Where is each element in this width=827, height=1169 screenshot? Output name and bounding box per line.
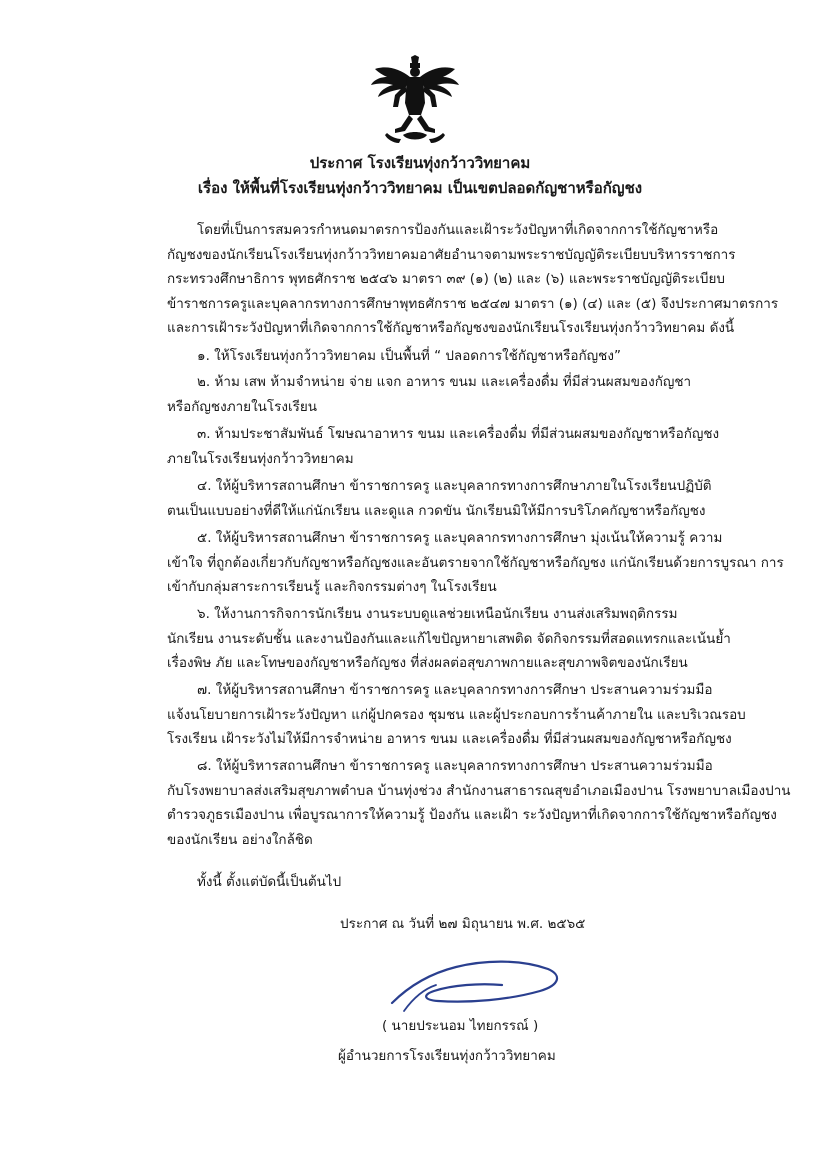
announcement-subject: เรื่อง ให้พื้นที่โรงเรียนทุ่งกว้าววิทยาคม เป็นเขตปลอดกัญชาหรือกัญชง — [197, 179, 643, 197]
measure-item-1 — [167, 344, 727, 369]
paragraph-line: ภายในโรงเรียนทุ่งกว้าววิทยาคม — [167, 450, 354, 467]
announcement-title: ประกาศ โรงเรียนทุ่งกว้าววิทยาคม — [309, 154, 531, 172]
announcement-date: ประกาศ ณ วันที่ ๒๗ มิถุนายน พ.ศ. ๒๕๖๕ — [340, 916, 586, 932]
paragraph-line: ๑. ให้โรงเรียนทุ่งกว้าววิทยาคม เป็นพื้นที่ “ ปลอดการใช้กัญชาหรือกัญชง” — [197, 348, 621, 364]
paragraph-line: ๘. ให้ผู้บริหารสถานศึกษา ข้าราชการครู และบุคลากรทางการศึกษา ประสานความร่วมมือ — [197, 758, 713, 774]
paragraph-line: และการเฝ้าระวังปัญหาที่เกิดจากการใช้กัญชาหรือกัญชงของนักเรียนโรงเรียนทุ่งกว้าววิทยาคม ดังนี้ — [167, 320, 735, 337]
paragraph-line: ๔. ให้ผู้บริหารสถานศึกษา ข้าราชการครู และบุคลากรทางการศึกษาภายในโรงเรียนปฏิบัติ — [197, 478, 712, 494]
paragraph-line: กระทรวงศึกษาธิการ พุทธศักราช ๒๕๔๖ มาตรา ๓๙ (๑) (๒) และ (๖) และพระราชบัญญัติระเบียบ — [167, 271, 725, 288]
measure-item-5 — [167, 526, 784, 600]
paragraph-line: กับโรงพยาบาลส่งเสริมสุขภาพตำบล บ้านทุ่งช่วง สำนักงานสาธารณสุขอำเภอเมืองปาน โรงพยาบาลเมืองปาน — [167, 782, 791, 799]
signer-title: ผู้อำนวยการโรงเรียนทุ่งกว้าววิทยาคม — [338, 1048, 556, 1064]
measure-item-3 — [167, 422, 727, 471]
measure-item-6 — [167, 602, 731, 676]
paragraph-line: ๓. ห้ามประชาสัมพันธ์ โฆษณาอาหาร ขนม และเครื่องดื่ม ที่มีส่วนผสมของกัญชาหรือกัญชง — [197, 426, 720, 442]
paragraph-line: ตนเป็นแบบอย่างที่ดีให้แก่นักเรียน และดูแล กวดขัน นักเรียนมิให้มีการบริโภคกัญชาหรือกัญชง — [167, 502, 706, 519]
measure-item-7 — [167, 678, 746, 752]
paragraph-line: เรื่องพิษ ภัย และโทษของกัญชาหรือกัญชง ที่ส่งผลต่อสุขภาพกายและสุขภาพจิตของนักเรียน — [167, 655, 688, 672]
paragraph-line: เข้าใจ ที่ถูกต้องเกี่ยวกับกัญชาหรือกัญชงและอันตรายจากใช้กัญชาหรือกัญชง แก่นักเรียนด้วยการบูรณา การ — [167, 554, 784, 571]
paragraph-line: เข้ากับกลุ่มสาระการเรียนรู้ และกิจกรรมต่างๆ ในโรงเรียน — [167, 579, 497, 596]
paragraph-line: โรงเรียน เฝ้าระวังไม่ให้มีการจำหน่าย อาหาร ขนม และเครื่องดื่ม ที่มีส่วนผสมของกัญชาหรือกัญชง — [167, 731, 732, 748]
paragraph-line: หรือกัญชงภายในโรงเรียน — [167, 398, 317, 415]
paragraph-line: ๗. ให้ผู้บริหารสถานศึกษา ข้าราชการครู และบุคลากรทางการศึกษา ประสานความร่วมมือ — [197, 682, 713, 698]
signer-name: ( นายประนอม ไทยกรรณ์ ) — [382, 1018, 539, 1034]
measure-item-2 — [167, 370, 727, 419]
paragraph-line: โดยที่เป็นการสมควรกำหนดมาตรการป้องกันและเฝ้าระวังปัญหาที่เกิดจากการใช้กัญชาหรือ — [197, 222, 719, 238]
closing-statement: ทั้งนี้ ตั้งแต่บัดนี้เป็นต้นไป — [197, 874, 342, 890]
paragraph-line: นักเรียน งานระดับชั้น และงานป้องกันและแก้ไขปัญหายาเสพติด จัดกิจกรรมที่สอดแทรกและเน้นย้ำ — [167, 630, 731, 647]
measure-item-8 — [167, 754, 791, 852]
paragraph-line: แจ้งนโยบายการเฝ้าระวังปัญหา แก่ผู้ปกครอง ชุมชน และผู้ประกอบการร้านค้าภายใน และบริเวณรอบ — [167, 706, 746, 723]
garuda-emblem-icon — [365, 55, 465, 145]
paragraph-line: ของนักเรียน อย่างใกล้ชิด — [167, 831, 313, 848]
paragraph-line: ๖. ให้งานการกิจการนักเรียน งานระบบดูแลช่วยเหนือนักเรียน งานส่งเสริมพฤติกรรม — [197, 606, 678, 622]
paragraph-line: ข้าราชการครูและบุคลากรทางการศึกษาพุทธศักราช ๒๕๔๗ มาตรา (๑) (๔) และ (๕) จึงประกาศมาตรการ — [167, 295, 779, 312]
measure-item-4 — [167, 474, 727, 523]
paragraph-line: ๒. ห้าม เสพ ห้ามจำหน่าย จ่าย แจก อาหาร ขนม และเครื่องดื่ม ที่มีส่วนผสมของกัญชา — [197, 374, 692, 390]
handwritten-signature — [380, 945, 580, 1025]
paragraph-line: ๕. ให้ผู้บริหารสถานศึกษา ข้าราชการครู และบุคลากรทางการศึกษา มุ่งเน้นให้ความรู้ ความ — [197, 530, 723, 546]
intro-paragraph — [167, 218, 779, 341]
paragraph-line: กัญชงของนักเรียนโรงเรียนทุ่งกว้าววิทยาคมอาศัยอำนาจตามพระราชบัญญัติระเบียบบริหารราชการ — [167, 246, 736, 263]
paragraph-line: ตำรวจภูธรเมืองปาน เพื่อบูรณาการให้ความรู้ ป้องกัน และเฝ้า ระวังปัญหาที่เกิดจากการใช้กัญชาหรือกัญชง — [167, 807, 777, 824]
